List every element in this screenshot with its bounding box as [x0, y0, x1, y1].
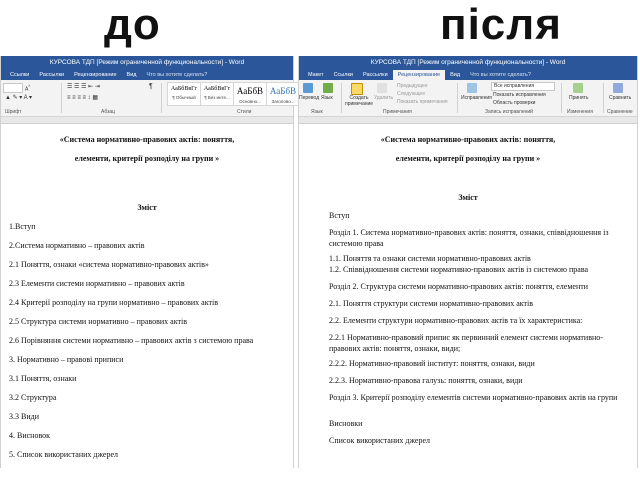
toc-item: 2.5 Структура системи нормативно – правових актів [9, 317, 188, 326]
group-language-label: Язык [311, 109, 323, 115]
toc-item: 2.2.3. Нормативно-правова галузь: поняття, ознаки, види [329, 376, 523, 385]
toc-item: Розділ 3. Критерії розподілу елементів системи нормативно-правових актів на групи [329, 393, 618, 402]
reviewing-pane-button[interactable]: Область проверки [493, 100, 536, 106]
font-format-buttons[interactable]: ▲ ✎ ▾ A ▾ [5, 95, 32, 101]
grow-font-icon[interactable]: A^ [25, 84, 31, 93]
group-comments-label: Примечания [383, 109, 412, 115]
toc-item: 3.3 Види [9, 412, 39, 421]
pilcrow-icon[interactable]: ¶ [149, 83, 153, 90]
before-label: до [104, 0, 161, 49]
toc-item: 2.Система нормативно – правових актів [9, 241, 145, 250]
translate-button[interactable]: Перевод [299, 95, 320, 101]
toc-heading: Зміст [458, 193, 478, 202]
show-comments-button[interactable]: Показать примечания [397, 99, 448, 105]
doc-title-line1: «Система нормативно-правових актів: поняття, [59, 135, 235, 144]
toc-item: 2.2.2. Нормативно-правовий інститут: поняття, ознаки, види [329, 359, 535, 368]
toc-item: 2.2.1 Нормативно-правовий припис як первинний елемент системи нормативно-правових актів: поняття, ознаки, види; [329, 333, 603, 353]
toc-item: 2.6 Порівняння системи нормативно – правових актів з системою права [9, 336, 254, 345]
language-icon [323, 83, 333, 93]
style-no-spacing[interactable]: АаБбВвГг ¶ Без инте... [200, 82, 234, 106]
toc-heading: Зміст [137, 203, 157, 212]
after-word-window [298, 56, 638, 468]
toc-item: 1.1. Поняття та ознаки системи нормативно-правових актів [329, 254, 531, 263]
toc-item: 1.Вступ [9, 222, 36, 231]
toc-item: 2.2. Елементи структури нормативно-правових актів та їх характеристика: [329, 316, 583, 325]
group-styles-label: Стили [237, 109, 252, 115]
tab-view[interactable]: Вид [450, 72, 461, 78]
group-font-label: Шрифт [5, 109, 22, 115]
new-comment-button[interactable]: Создать примечание [345, 95, 374, 107]
tell-me-search[interactable]: Что вы хотите сделать? [470, 72, 531, 78]
markup-select[interactable]: Все исправления [491, 82, 555, 91]
toc-item: 3.2 Структура [9, 393, 57, 402]
translate-icon [303, 83, 313, 93]
toc-item: 3. Нормативно – правові приписи [9, 355, 124, 364]
group-paragraph-label: Абзац [101, 109, 116, 115]
group-changes-label: Изменения [567, 109, 593, 115]
document-page[interactable] [299, 124, 637, 468]
tell-me-search[interactable]: Что вы хотите сделать? [146, 72, 208, 78]
toc-item: 4. Висновок [9, 431, 51, 440]
tab-review[interactable]: Рецензирование [74, 72, 117, 78]
toc-item: 2.1 Поняття, ознаки «система нормативно-правових актів» [9, 260, 209, 269]
font-size-select[interactable] [3, 83, 23, 93]
group-tracking-label: Запись исправлений [485, 109, 533, 115]
new-comment-icon [351, 83, 363, 95]
doc-title-line1: «Система нормативно-правових актів: поняття, [380, 135, 556, 144]
window-title: КУРСОВА ТДП [Режим ограниченной функциональности] - Word [1, 56, 293, 69]
show-markup-button[interactable]: Показать исправления [493, 92, 546, 98]
tab-review[interactable]: Рецензирование [393, 70, 445, 80]
ribbon-home [1, 80, 297, 117]
accept-icon [573, 83, 583, 93]
toc-item: 2.1. Поняття структури системи нормативно-правових актів [329, 299, 534, 308]
toc-item: Список використаних джерел [329, 436, 430, 445]
compare-icon [613, 83, 623, 93]
ruler [1, 117, 293, 124]
align-buttons[interactable]: ≡ ≡ ≡ ≡ ↕ ▦ [67, 95, 99, 101]
style-heading[interactable]: АаБбВ Заголово... [266, 82, 300, 106]
previous-comment-button[interactable]: Предыдущее [397, 83, 428, 89]
compare-button[interactable]: Сравнить [609, 95, 632, 101]
style-normal[interactable]: АаБбВвГг ¶ Обычный [167, 82, 201, 106]
tab-layout[interactable]: Макет [308, 72, 324, 78]
accept-button[interactable]: Принять [569, 95, 589, 101]
toc-item: Висновки [329, 419, 363, 428]
group-compare-label: Сравнение [607, 109, 633, 115]
window-title: КУРСОВА ТДП [Режим ограниченной функциональности] - Word [299, 56, 637, 69]
next-comment-button[interactable]: Следующее [397, 91, 425, 97]
ruler [299, 117, 637, 124]
toc-item: 5. Список використаних джерел [9, 450, 118, 459]
after-label: після [440, 0, 562, 49]
delete-comment-icon [377, 83, 387, 93]
track-changes-button[interactable]: Исправления [461, 95, 492, 101]
language-button[interactable]: Язык [321, 95, 333, 101]
track-changes-icon [467, 83, 477, 93]
toc-item: 2.3 Елементи системи нормативно – правових актів [9, 279, 185, 288]
list-buttons[interactable]: ☰ ☰ ☰ ⇤ ⇥ [67, 84, 100, 90]
tab-mailings[interactable]: Рассылки [39, 72, 65, 78]
tab-references[interactable]: Ссылки [10, 72, 30, 78]
style-basic[interactable]: АаБбВ Основно... [233, 82, 267, 106]
delete-comment-button[interactable]: Удалить [374, 95, 394, 101]
toc-item: 3.1 Поняття, ознаки [9, 374, 77, 383]
before-word-window [0, 56, 297, 468]
toc-item: Розділ 1. Система нормативно-правових актів: поняття, ознаки, співвідношення із системою права [329, 228, 609, 248]
toc-item: 1.2. Співвідношення системи нормативно-правових актів із системою права [329, 265, 589, 274]
tab-references[interactable]: Ссылки [333, 72, 353, 78]
tab-view[interactable]: Вид [126, 72, 137, 78]
toc-item: Вступ [329, 211, 350, 220]
toc-item: 2.4 Критерії розподілу на групи нормативно – правових актів [9, 298, 218, 307]
tab-mailings[interactable]: Рассылки [362, 72, 388, 78]
toc-item: Розділ 2. Структура системи нормативно-правових актів: поняття, елементи [329, 282, 589, 291]
doc-title-line2: елементи, критерії розподілу на групи » [74, 154, 220, 163]
doc-title-line2: елементи, критерії розподілу на групи » [395, 154, 541, 163]
ribbon-tabs [1, 69, 293, 80]
document-page[interactable] [1, 124, 293, 468]
ribbon-tabs [299, 69, 637, 80]
ribbon-review [299, 80, 637, 117]
